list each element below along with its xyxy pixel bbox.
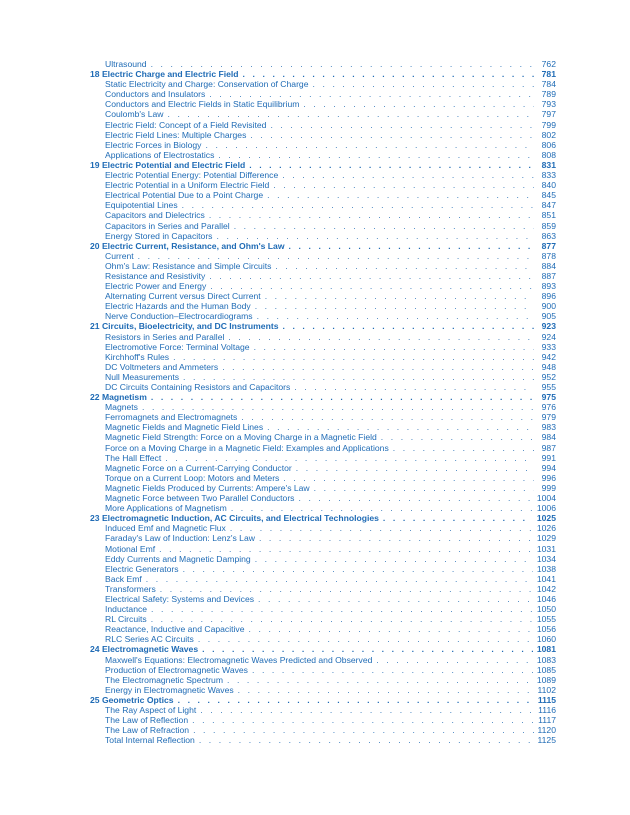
toc-chapter-entry[interactable] [90, 69, 556, 79]
toc-section-entry[interactable] [90, 523, 556, 533]
dot-leader [222, 362, 534, 372]
toc-entry-title[interactable]: 21 Circuits, Bioelectricity, and DC Instruments [90, 321, 279, 332]
toc-section-entry[interactable] [90, 140, 556, 150]
dot-leader [282, 170, 534, 180]
toc-entry-page-number[interactable]: 923 [541, 321, 556, 332]
toc-entry-page-number[interactable]: 878 [541, 250, 556, 261]
toc-section-entry[interactable] [90, 342, 556, 352]
toc-entry-title[interactable]: The Law of Refraction [105, 725, 190, 736]
toc-entry-page-number[interactable]: 924 [541, 331, 556, 342]
toc-entry-page-number[interactable]: 797 [541, 109, 556, 120]
toc-entry-title[interactable]: DC Voltmeters and Ammeters [105, 361, 219, 372]
toc-entry-title[interactable]: Total Internal Reflection [105, 735, 195, 746]
toc-entry-title[interactable]: Motional Emf [105, 543, 156, 554]
dot-leader [193, 725, 533, 735]
dot-leader [303, 99, 534, 109]
dot-leader [209, 210, 534, 220]
toc-section-entry[interactable] [90, 301, 556, 311]
toc-chapter-entry[interactable] [90, 392, 556, 402]
toc-entry-page-number[interactable]: 1055 [536, 614, 556, 625]
toc-entry-title[interactable]: The Law of Reflection [105, 715, 189, 726]
toc-entry-page-number[interactable]: 845 [541, 190, 556, 201]
toc-entry-title[interactable]: Electrical Potential Due to a Point Charge [105, 190, 264, 201]
toc-entry-page-number[interactable]: 1050 [536, 604, 556, 615]
toc-section-entry[interactable] [90, 281, 556, 291]
toc-section-entry[interactable] [90, 79, 556, 89]
dot-leader [182, 200, 534, 210]
toc-entry-page-number[interactable]: 784 [541, 79, 556, 90]
toc-entry-title[interactable]: Electric Field Lines: Multiple Charges [105, 129, 247, 140]
dot-leader [202, 644, 533, 654]
toc-entry-title[interactable]: Current [105, 250, 134, 261]
dot-leader [210, 281, 534, 291]
toc-entry-page-number[interactable]: 789 [541, 89, 556, 100]
toc-entry-title[interactable]: Resistance and Resistivity [105, 270, 206, 281]
toc-section-entry[interactable] [90, 634, 556, 644]
toc-entry-title[interactable]: Magnetic Field Strength: Force on a Moving Charge in a Magnetic Field [105, 432, 377, 443]
toc-entry-page-number[interactable]: 1089 [536, 674, 556, 685]
toc-chapter-entry[interactable] [90, 695, 556, 705]
dot-leader [146, 574, 533, 584]
toc-section-entry[interactable] [90, 725, 556, 735]
dot-leader [151, 392, 534, 402]
toc-entry-title[interactable]: Energy in Electromagnetic Waves [105, 684, 234, 695]
toc-chapter-entry[interactable] [90, 241, 556, 251]
toc-section-entry[interactable] [90, 604, 556, 614]
dot-leader [258, 594, 533, 604]
toc-entry-title[interactable]: Conductors and Insulators [105, 89, 206, 100]
toc-entry-page-number[interactable]: 831 [541, 159, 556, 170]
toc-chapter-entry[interactable] [90, 160, 556, 170]
toc-section-entry[interactable] [90, 59, 556, 69]
toc-section-entry[interactable] [90, 473, 556, 483]
dot-leader [238, 685, 534, 695]
toc-entry-title[interactable]: Null Measurements [105, 371, 180, 382]
toc-entry-page-number[interactable]: 975 [541, 392, 556, 403]
toc-entry-title[interactable]: Magnetic Fields and Magnetic Field Lines [105, 422, 264, 433]
toc-section-entry[interactable] [90, 412, 556, 422]
dot-leader [167, 109, 534, 119]
dot-leader [183, 372, 534, 382]
toc-entry-page-number[interactable]: 1102 [537, 684, 556, 695]
dot-leader [142, 402, 534, 412]
dot-leader [159, 544, 533, 554]
toc-section-entry[interactable] [90, 402, 556, 412]
toc-entry-page-number[interactable]: 994 [541, 462, 556, 473]
toc-entry-title[interactable]: Eddy Currents and Magnetic Damping [105, 553, 251, 564]
toc-entry-page-number[interactable]: 976 [541, 402, 556, 413]
toc-entry-title[interactable]: DC Circuits Containing Resistors and Capacitors [105, 382, 291, 392]
toc-section-entry[interactable] [90, 210, 556, 220]
toc-entry-title[interactable]: Electric Potential Energy: Potential Difference [105, 170, 279, 181]
toc-entry-page-number[interactable]: 806 [541, 139, 556, 150]
toc-section-entry[interactable] [90, 564, 556, 574]
toc-section-entry[interactable] [90, 533, 556, 543]
toc-entry-title[interactable]: Applications of Electrostatics [105, 149, 215, 160]
toc-section-entry[interactable] [90, 422, 556, 432]
dot-leader [296, 463, 534, 473]
dot-leader [249, 160, 534, 170]
toc-entry-page-number[interactable]: 1046 [536, 593, 556, 604]
toc-section-entry[interactable] [90, 89, 556, 99]
toc-section-entry[interactable] [90, 715, 556, 725]
dot-leader [282, 321, 534, 331]
dot-leader [228, 332, 534, 342]
toc-section-entry[interactable] [90, 735, 556, 745]
toc-entry-title[interactable]: Resistors in Series and Parallel [105, 331, 225, 342]
toc-entry-title[interactable]: Coulomb's Law [105, 109, 164, 120]
toc-entry-page-number[interactable]: 942 [541, 351, 556, 362]
dot-leader [298, 493, 532, 503]
toc-section-entry[interactable] [90, 432, 556, 442]
toc-entry-page-number[interactable]: 887 [541, 270, 556, 281]
toc-entry-title[interactable]: Electric Potential in a Uniform Electric Field [105, 180, 270, 191]
toc-entry-page-number[interactable]: 1038 [536, 563, 556, 574]
toc-chapter-entry[interactable] [90, 644, 556, 654]
toc-entry-page-number[interactable]: 1060 [536, 634, 556, 645]
toc-entry-title[interactable]: Electric Power and Energy [105, 281, 207, 292]
toc-entry-title[interactable]: RLC Series AC Circuits [105, 634, 194, 645]
dot-leader [270, 120, 534, 130]
toc-entry-page-number[interactable]: 1117 [538, 715, 556, 726]
toc-entry-title[interactable]: Magnetic Force on a Current-Carrying Conductor [105, 462, 292, 473]
toc-entry-title[interactable]: RL Circuits [105, 614, 147, 625]
toc-entry-title[interactable]: 20 Electric Current, Resistance, and Ohm's Law [90, 240, 285, 251]
toc-chapter-entry[interactable] [90, 321, 556, 331]
toc-entry-title[interactable]: Magnetic Force between Two Parallel Conductors [105, 493, 295, 504]
dot-leader [314, 483, 534, 493]
toc-entry-title[interactable]: Ultrasound [105, 59, 147, 69]
toc-section-entry[interactable] [90, 231, 556, 241]
toc-section-entry[interactable] [90, 594, 556, 604]
toc-section-entry[interactable] [90, 665, 556, 675]
dot-leader [259, 533, 533, 543]
toc-entry-title[interactable]: Magnets [105, 402, 138, 413]
toc-section-entry[interactable] [90, 200, 556, 210]
toc-entry-title[interactable]: Ferromagnets and Electromagnets [105, 412, 238, 423]
toc-entry-title[interactable]: 19 Electric Potential and Electric Field [90, 159, 246, 170]
toc-entry-page-number[interactable]: 851 [541, 210, 556, 221]
toc-entry-title[interactable]: More Applications of Magnetism [105, 503, 227, 514]
dot-leader [216, 231, 534, 241]
toc-section-entry[interactable] [90, 675, 556, 685]
toc-section-entry[interactable] [90, 372, 556, 382]
toc-entry-title[interactable]: Ohm's Law: Resistance and Simple Circuits [105, 260, 272, 271]
toc-entry-title[interactable]: 18 Electric Charge and Electric Field [90, 69, 239, 80]
dot-leader [275, 261, 534, 271]
toc-entry-title[interactable]: 24 Electromagnetic Waves [90, 644, 199, 655]
toc-entry-title[interactable]: Capacitors and Dielectrics [105, 210, 205, 221]
toc-entry-page-number[interactable]: 999 [541, 482, 556, 493]
toc-entry-page-number[interactable]: 1029 [536, 533, 556, 544]
toc-entry-title[interactable]: Electric Generators [105, 563, 179, 574]
toc-section-entry[interactable] [90, 271, 556, 281]
toc-entry-page-number[interactable]: 1026 [536, 523, 556, 534]
toc-entry-page-number[interactable]: 799 [541, 119, 556, 130]
toc-entry-page-number[interactable]: 991 [541, 452, 556, 463]
toc-entry-title[interactable]: Electric Field: Concept of a Field Revisited [105, 119, 267, 130]
toc-section-entry[interactable] [90, 99, 556, 109]
dot-leader [198, 634, 533, 644]
dot-leader [151, 614, 533, 624]
dot-leader [313, 79, 535, 89]
dot-leader [250, 130, 534, 140]
dot-leader [234, 221, 534, 231]
dot-leader [173, 352, 534, 362]
toc-section-entry[interactable] [90, 614, 556, 624]
toc-entry-page-number[interactable]: 793 [541, 99, 556, 110]
toc-entry-page-number[interactable]: 781 [541, 69, 556, 80]
dot-leader [200, 705, 534, 715]
toc-entry-page-number[interactable]: 859 [541, 220, 556, 231]
toc-entry-title[interactable]: Alternating Current versus Direct Current [105, 291, 261, 302]
toc-entry-title[interactable]: Transformers [105, 583, 156, 594]
toc-section-entry[interactable] [90, 655, 556, 665]
toc-section-entry[interactable] [90, 624, 556, 634]
toc-entry-title[interactable]: Electric Hazards and the Human Body [105, 301, 251, 312]
toc-entry-page-number[interactable]: 1025 [536, 513, 556, 524]
toc-entry-title[interactable]: Production of Electromagnetic Waves [105, 664, 248, 675]
toc-entry-page-number[interactable]: 1004 [536, 493, 556, 504]
toc-entry-page-number[interactable]: 952 [541, 371, 556, 382]
dot-leader [265, 291, 534, 301]
dot-leader [393, 443, 534, 453]
dot-leader [283, 473, 534, 483]
toc-entry-page-number[interactable]: 1125 [537, 735, 556, 746]
dot-leader [243, 69, 534, 79]
dot-leader [273, 180, 534, 190]
dot-leader [209, 271, 534, 281]
toc-entry-title[interactable]: 22 Magnetism [90, 392, 147, 403]
toc-entry-title[interactable]: Induced Emf and Magnetic Flux [105, 523, 226, 534]
toc-entry-page-number[interactable]: 863 [541, 230, 556, 241]
toc-entry-page-number[interactable]: 987 [541, 442, 556, 453]
toc-section-entry[interactable] [90, 443, 556, 453]
toc-entry-title[interactable]: Torque on a Current Loop: Motors and Meters [105, 472, 280, 483]
toc-entry-page-number[interactable]: 1034 [536, 553, 556, 564]
toc-entry-title[interactable]: Maxwell's Equations: Electromagnetic Waves Predicted and Observed [105, 654, 373, 665]
dot-leader [138, 251, 534, 261]
toc-section-entry[interactable] [90, 130, 556, 140]
toc-entry-title[interactable]: Kirchhoff's Rules [105, 351, 170, 362]
dot-leader [383, 513, 533, 523]
dot-leader [151, 59, 534, 69]
toc-section-entry[interactable] [90, 493, 556, 503]
toc-entry-title[interactable]: Back Emf [105, 573, 142, 584]
toc-entry-page-number[interactable]: 847 [541, 200, 556, 211]
dot-leader [165, 453, 534, 463]
toc-entry-page-number[interactable]: 955 [541, 382, 556, 392]
dot-leader [267, 190, 534, 200]
toc-entry-page-number[interactable]: 1116 [538, 705, 556, 715]
toc-entry-title[interactable]: The Hall Effect [105, 452, 162, 463]
toc-entry-page-number[interactable]: 1042 [536, 583, 556, 594]
toc-entry-title[interactable]: Electrical Safety: Systems and Devices [105, 593, 255, 604]
dot-leader [183, 564, 533, 574]
dot-leader [192, 715, 534, 725]
toc-section-entry[interactable] [90, 190, 556, 200]
toc-entry-title[interactable]: Electromotive Force: Terminal Voltage [105, 341, 250, 352]
toc-section-entry[interactable] [90, 180, 556, 190]
toc-section-entry[interactable] [90, 685, 556, 695]
dot-leader [252, 665, 533, 675]
toc-entry-page-number[interactable]: 1041 [536, 573, 556, 584]
dot-leader [218, 150, 534, 160]
toc-entry-title[interactable]: Faraday's Law of Induction: Lenz's Law [105, 533, 255, 544]
toc-entry-page-number[interactable]: 1120 [537, 725, 556, 736]
toc-section-entry[interactable] [90, 221, 556, 231]
toc-entry-page-number[interactable]: 933 [541, 341, 556, 352]
toc-section-entry[interactable] [90, 261, 556, 271]
toc-entry-title[interactable]: Inductance [105, 604, 148, 615]
toc-entry-title[interactable]: 25 Geometric Optics [90, 694, 174, 705]
toc-entry-title[interactable]: Nerve Conduction–Electrocardiograms [105, 311, 253, 322]
dot-leader [178, 695, 534, 705]
toc-chapter-entry[interactable] [90, 513, 556, 523]
dot-leader [255, 301, 534, 311]
toc-section-entry[interactable] [90, 291, 556, 301]
dot-leader [241, 412, 534, 422]
toc-entry-title[interactable]: Capacitors in Series and Parallel [105, 220, 230, 231]
toc-entry-page-number[interactable]: 877 [541, 240, 556, 251]
toc-entry-page-number[interactable]: 896 [541, 291, 556, 302]
dot-leader [294, 382, 534, 392]
toc-section-entry[interactable] [90, 574, 556, 584]
toc-entry-title[interactable]: 23 Electromagnetic Induction, AC Circuits, and Electrical Technologies [90, 513, 379, 524]
toc-entry-title[interactable]: The Electromagnetic Spectrum [105, 674, 223, 685]
toc-section-entry[interactable] [90, 382, 556, 392]
toc-section-entry[interactable] [90, 554, 556, 564]
dot-leader [227, 675, 533, 685]
toc-entry-page-number[interactable]: 762 [541, 59, 556, 69]
toc-entry-title[interactable]: Electric Forces in Biology [105, 139, 202, 150]
toc-entry-page-number[interactable]: 1085 [536, 664, 556, 675]
toc-section-entry[interactable] [90, 352, 556, 362]
toc-section-entry[interactable] [90, 311, 556, 321]
toc-entry-page-number[interactable]: 808 [541, 149, 556, 160]
dot-leader [289, 241, 534, 251]
toc-entry-page-number[interactable]: 802 [541, 129, 556, 140]
toc-entry-page-number[interactable]: 1056 [536, 624, 556, 635]
toc-section-entry[interactable] [90, 503, 556, 513]
toc-entry-page-number[interactable]: 948 [541, 361, 556, 372]
toc-entry-title[interactable]: The Ray Aspect of Light [105, 705, 197, 715]
toc-entry-page-number[interactable]: 893 [541, 281, 556, 292]
toc-entry-page-number[interactable]: 983 [541, 422, 556, 433]
toc-section-entry[interactable] [90, 170, 556, 180]
toc-section-entry[interactable] [90, 544, 556, 554]
toc-entry-title[interactable]: Equipotential Lines [105, 200, 178, 211]
dot-leader [254, 342, 534, 352]
toc-entry-page-number[interactable]: 884 [541, 260, 556, 271]
dot-leader [231, 503, 533, 513]
toc-entry-page-number[interactable]: 996 [541, 472, 556, 483]
toc-entry-page-number[interactable]: 1083 [536, 654, 556, 665]
dot-leader [257, 311, 534, 321]
dot-leader [151, 604, 533, 614]
toc-entry-page-number[interactable]: 1006 [536, 503, 556, 514]
toc-section-entry[interactable] [90, 453, 556, 463]
toc-entry-title[interactable]: Reactance, Inductive and Capacitive [105, 624, 245, 635]
toc-entry-page-number[interactable]: 1081 [536, 644, 556, 655]
toc-section-entry[interactable] [90, 251, 556, 261]
dot-leader [160, 584, 533, 594]
toc-entry-page-number[interactable]: 979 [541, 412, 556, 423]
toc-entry-page-number[interactable]: 833 [541, 170, 556, 181]
toc-entry-page-number[interactable]: 900 [541, 301, 556, 312]
dot-leader [230, 523, 533, 533]
toc-entry-page-number[interactable]: 1115 [537, 694, 556, 705]
dot-leader [209, 89, 534, 99]
toc-entry-page-number[interactable]: 840 [541, 180, 556, 191]
toc-entry-title[interactable]: Conductors and Electric Fields in Static Equilibrium [105, 99, 300, 110]
toc-section-entry[interactable] [90, 463, 556, 473]
toc-section-entry[interactable] [90, 362, 556, 372]
table-of-contents [90, 59, 556, 745]
toc-entry-title[interactable]: Static Electricity and Charge: Conservation of Charge [105, 79, 309, 90]
toc-entry-page-number[interactable]: 1031 [536, 543, 556, 554]
dot-leader [376, 655, 532, 665]
dot-leader [255, 554, 533, 564]
dot-leader [249, 624, 533, 634]
toc-section-entry[interactable] [90, 483, 556, 493]
toc-section-entry[interactable] [90, 584, 556, 594]
toc-section-entry[interactable] [90, 150, 556, 160]
toc-entry-title[interactable]: Force on a Moving Charge in a Magnetic Field: Examples and Applications [105, 442, 389, 453]
toc-section-entry[interactable] [90, 120, 556, 130]
toc-entry-page-number[interactable]: 984 [541, 432, 556, 443]
toc-section-entry[interactable] [90, 332, 556, 342]
toc-entry-title[interactable]: Energy Stored in Capacitors [105, 230, 213, 241]
dot-leader [205, 140, 534, 150]
dot-leader [381, 432, 534, 442]
dot-leader [199, 735, 534, 745]
toc-entry-title[interactable]: Magnetic Fields Produced by Currents: Ampere's Law [105, 482, 310, 493]
dot-leader [267, 422, 534, 432]
toc-section-entry[interactable] [90, 705, 556, 715]
toc-section-entry[interactable] [90, 109, 556, 119]
toc-entry-page-number[interactable]: 905 [541, 311, 556, 322]
